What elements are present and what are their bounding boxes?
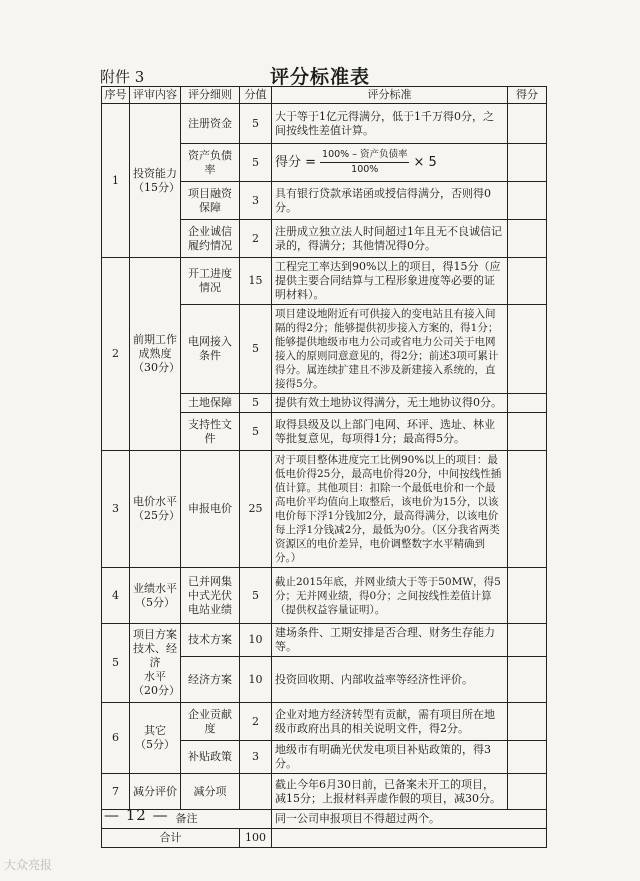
total-score: 100: [240, 829, 272, 848]
result-cell: [508, 258, 547, 305]
header-standard: 评分标准: [272, 87, 508, 104]
header-result: 得分: [508, 87, 547, 104]
row-score: 15: [240, 258, 272, 305]
total-row: [102, 829, 547, 848]
group-content: 投资能力 （15分）: [130, 104, 181, 258]
result-cell: [508, 703, 547, 741]
row-detail: 减分项: [181, 774, 240, 810]
header-detail: 评分细则: [181, 87, 240, 104]
formula-suffix: × 5: [413, 154, 437, 170]
result-cell: [508, 305, 547, 394]
table-row: [102, 703, 547, 741]
row-score: 5: [240, 104, 272, 144]
row-standard: 企业对地方经济转型有贡献，需有项目所在地级市政府出具的相关说明文件，得2分。: [272, 703, 508, 741]
total-label: 合计: [102, 829, 240, 848]
row-score: 10: [240, 624, 272, 657]
group-content: 电价水平 （25分）: [130, 451, 181, 568]
group-content: 前期工作 成熟度 （30分）: [130, 258, 181, 451]
row-score: 5: [240, 413, 272, 451]
row-score: 5: [240, 305, 272, 394]
row-standard: 提供有效土地协议得满分，无土地协议得0分。: [272, 394, 508, 413]
group-content: 减分评价: [130, 774, 181, 810]
row-detail: 资产负债率: [181, 144, 240, 182]
result-cell: [508, 451, 547, 568]
scoring-table: [101, 86, 547, 848]
row-detail: 项目融资保障: [181, 182, 240, 220]
row-standard: 项目建设地附近有可供接入的变电站且有接入间隔的得2分；能够提供初步接入方案的，得1分；能够提供地级市电力公司或省电力公司关于电网接入的原则同意意见的，得2分；前述3项可累计得分。属连续扩建且不涉及新建接入系统的，直接得5分。: [272, 305, 508, 394]
result-cell: [508, 182, 547, 220]
row-detail: 支持性文件: [181, 413, 240, 451]
group-number: 2: [102, 258, 130, 451]
row-detail: 土地保障: [181, 394, 240, 413]
group-content: 其它 （5分）: [130, 703, 181, 774]
row-score: 2: [240, 220, 272, 258]
row-detail: 电网接入条件: [181, 305, 240, 394]
total-blank: [272, 829, 547, 848]
formula-prefix: 得分 =: [275, 154, 317, 170]
group-content: 项目方案 技术、经济 水平 （20分）: [130, 624, 181, 703]
row-standard: 建场条件、工期安排是否合理、财务生存能力等。: [272, 624, 508, 657]
group-content: 业绩水平 （5分）: [130, 568, 181, 624]
group-number: 1: [102, 104, 130, 258]
row-standard: 工程完工率达到90%以上的项目，得15分（应提供主要合同结算与工程形象进度等必要的证明材料）。: [272, 258, 508, 305]
row-standard: 取得县级及以上部门电网、环评、选址、林业等批复意见，每项得1分；最高得5分。: [272, 413, 508, 451]
row-detail: 经济方案: [181, 657, 240, 703]
result-cell: [508, 774, 547, 810]
table-row: [102, 568, 547, 624]
header-score: 分值: [240, 87, 272, 104]
row-detail: 补贴政策: [181, 741, 240, 774]
row-detail: 开工进度情况: [181, 258, 240, 305]
result-cell: [508, 741, 547, 774]
row-standard: 大于等于1亿元得满分，低于1千万得0分，之间按线性差值计算。: [272, 104, 508, 144]
row-score: 10: [240, 657, 272, 703]
result-cell: [508, 568, 547, 624]
row-detail: 注册资金: [181, 104, 240, 144]
formula-denominator: 100%: [351, 164, 379, 175]
table-header-row: [102, 87, 547, 104]
row-standard: 具有银行贷款承诺函或授信得满分，否则得0分。: [272, 182, 508, 220]
attachment-label: 附件 3: [100, 68, 145, 86]
row-score: 3: [240, 182, 272, 220]
table-row: [102, 451, 547, 568]
table-row: [102, 774, 547, 810]
formula-cell: [272, 144, 508, 182]
row-standard: 截止今年6月30日前，已备案未开工的项目，减15分；上报材料弄虚作假的项目，减30分。: [272, 774, 508, 810]
row-score: [240, 774, 272, 810]
row-standard: 对于项目整体进度完工比例90%以上的项目：最低电价得25分，最高电价得20分，中间按线性插值计算。其他项目：扣除一个最低电价和一个最高电价平均值向上取整后，该电价为15分，以该电价每下浮1分钱加2分，最高得满分，以该电价每上浮1分钱减2分，最低为0分。（区分我省两类资源区的电价差异，电价调整数字水平精确到分。）: [272, 451, 508, 568]
row-standard: 地级市有明确光伏发电项目补贴政策的，得3分。: [272, 741, 508, 774]
row-standard: 投资回收期、内部收益率等经济性评价。: [272, 657, 508, 703]
table-row: [102, 104, 547, 144]
row-detail: 申报电价: [181, 451, 240, 568]
remark-label: 备注: [102, 810, 272, 829]
table-row: [102, 624, 547, 657]
formula-fraction: [320, 148, 409, 177]
header-content: 评审内容: [130, 87, 181, 104]
watermark: 大众亮报: [4, 858, 53, 872]
row-score: 3: [240, 741, 272, 774]
row-score: 5: [240, 568, 272, 624]
formula-numerator: 100% – 资产负债率: [320, 148, 409, 163]
group-number: 7: [102, 774, 130, 810]
page-title: 评分标准表: [269, 66, 370, 88]
row-standard: 截止2015年底，并网业绩大于等于50MW，得5分；无并网业绩，得0分；之间按线性差值计算（提供权益容量证明）。: [272, 568, 508, 624]
result-cell: [508, 657, 547, 703]
remark-text: 同一公司申报项目不得超过两个。: [272, 810, 547, 829]
group-number: 6: [102, 703, 130, 774]
group-number: 5: [102, 624, 130, 703]
result-cell: [508, 624, 547, 657]
result-cell: [508, 394, 547, 413]
row-score: 2: [240, 703, 272, 741]
row-detail: 企业贡献度: [181, 703, 240, 741]
header-no: 序号: [102, 87, 130, 104]
row-detail: 技术方案: [181, 624, 240, 657]
row-score: 5: [240, 394, 272, 413]
row-standard: 注册成立独立法人时间超过1年且无不良诚信记录的，得满分；其他情况得0分。: [272, 220, 508, 258]
result-cell: [508, 144, 547, 182]
result-cell: [508, 104, 547, 144]
result-cell: [508, 220, 547, 258]
group-number: 3: [102, 451, 130, 568]
group-number: 4: [102, 568, 130, 624]
page-number: — 12 —: [104, 806, 169, 824]
debt-ratio-formula: [275, 148, 504, 177]
row-score: 25: [240, 451, 272, 568]
result-cell: [508, 413, 547, 451]
row-score: 5: [240, 144, 272, 182]
row-detail: 企业诚信履约情况: [181, 220, 240, 258]
table-row: [102, 258, 547, 305]
row-detail: 已并网集中式光伏电站业绩: [181, 568, 240, 624]
